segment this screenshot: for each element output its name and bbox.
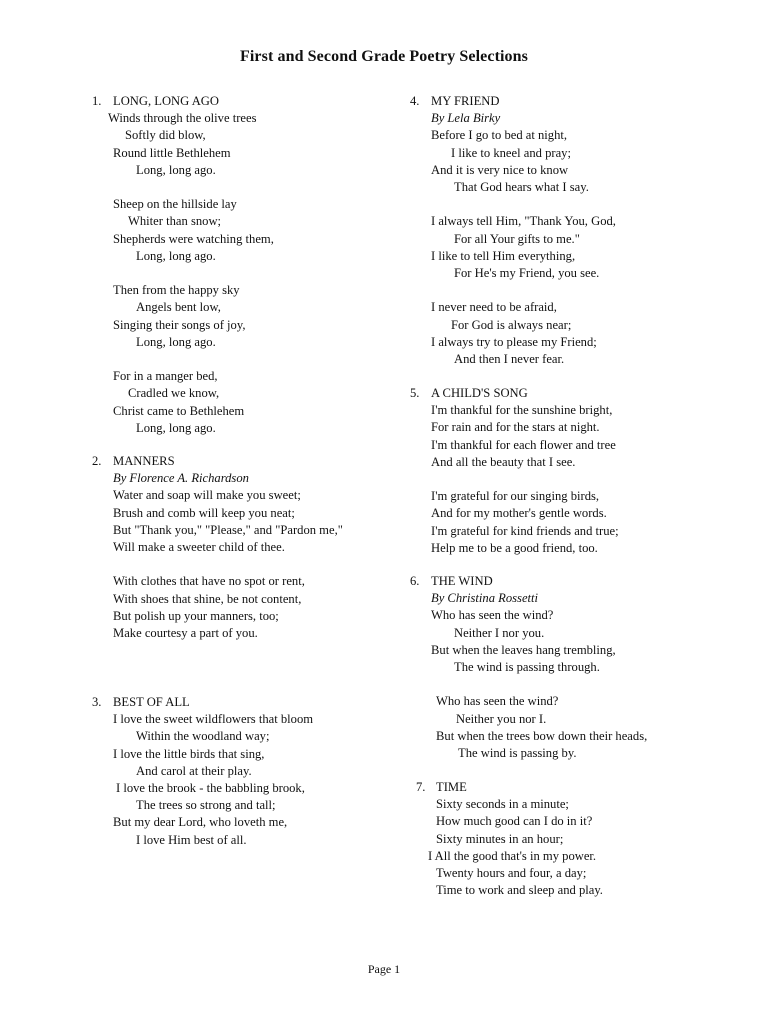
poem-line: Sheep on the hillside lay xyxy=(113,197,237,212)
poem-line: Water and soap will make you sweet; xyxy=(113,488,301,503)
poem-title: MY FRIEND xyxy=(431,94,500,108)
poem-line: Angels bent low, xyxy=(136,300,221,315)
poem-line: I All the good that's in my power. xyxy=(428,848,597,863)
poem-line: I'm grateful for our singing birds, xyxy=(431,489,600,504)
poem-line: Sixty seconds in a minute; xyxy=(436,797,569,812)
poem-line: I always try to please my Friend; xyxy=(431,334,597,349)
poem-line: Time to work and sleep and play. xyxy=(436,883,603,898)
poem-line: But when the leaves hang trembling, xyxy=(431,642,616,657)
poem-number: 4. xyxy=(410,94,420,108)
poem-line: And all the beauty that I see. xyxy=(431,454,576,469)
poem-line: I like to tell Him everything, xyxy=(431,248,576,263)
poem-line: I'm thankful for each flower and tree xyxy=(431,437,616,452)
poem-line: Cradled we know, xyxy=(128,386,220,401)
poem-line: For all Your gifts to me." xyxy=(454,231,580,246)
poem-line: Will make a sweeter child of thee. xyxy=(113,540,285,554)
poem-author: By Lela Birky xyxy=(431,111,501,126)
poem-line: Neither you nor I. xyxy=(456,711,547,726)
poem-line: I like to kneel and pray; xyxy=(451,145,571,160)
poem-title: BEST OF ALL xyxy=(113,695,190,709)
poem-line: I love the little birds that sing, xyxy=(113,746,265,761)
poem-line: Singing their songs of joy, xyxy=(113,317,246,332)
poem-line: Whiter than snow; xyxy=(128,214,222,229)
poem-number: 1. xyxy=(92,94,102,108)
poem-line: Help me to be a good friend, too. xyxy=(431,540,598,555)
poem-line: How much good can I do in it? xyxy=(436,814,593,829)
page-title: First and Second Grade Poetry Selections xyxy=(240,48,528,65)
poem-line: Make courtesy a part of you. xyxy=(113,626,258,640)
poem-line: With clothes that have no spot or rent, xyxy=(113,574,305,589)
poem-line: Long, long ago. xyxy=(136,248,216,263)
poem-line: But "Thank you," "Please," and "Pardon me," xyxy=(113,522,343,537)
poem-line: I love the brook - the babbling brook, xyxy=(116,781,305,795)
poem-line: Brush and comb will keep you neat; xyxy=(113,505,295,520)
poem-line: Long, long ago. xyxy=(136,420,216,435)
poem-number: 2. xyxy=(92,454,102,468)
poem-line: Who has seen the wind? xyxy=(431,608,554,623)
poem-line: Before I go to bed at night, xyxy=(431,128,568,143)
poem-line: Within the woodland way; xyxy=(136,729,270,744)
poem-line: I love the sweet wildflowers that bloom xyxy=(113,712,314,727)
poem-line: For He's my Friend, you see. xyxy=(454,266,600,280)
poem-title: LONG, LONG AGO xyxy=(113,94,219,108)
poem-line: And carol at their play. xyxy=(136,763,252,778)
poem-title: A CHILD'S SONG xyxy=(431,386,528,400)
poem-line: I'm grateful for kind friends and true; xyxy=(431,523,619,538)
poem-line: The wind is passing by. xyxy=(458,746,577,760)
poem-title: THE WIND xyxy=(431,574,493,588)
poem-title: MANNERS xyxy=(113,454,175,468)
poem-number: 7. xyxy=(416,780,426,794)
poem-line: The wind is passing through. xyxy=(454,660,600,674)
poem-line: Neither I nor you. xyxy=(454,625,545,640)
poem-line: Long, long ago. xyxy=(136,162,216,177)
poem-line: Sixty minutes in an hour; xyxy=(436,831,564,846)
poem-line: But my dear Lord, who loveth me, xyxy=(113,815,288,830)
poem-line: For in a manger bed, xyxy=(113,369,218,384)
poem-author: By Christina Rossetti xyxy=(431,591,539,606)
poem-line: That God hears what I say. xyxy=(454,180,589,194)
poem-line: Christ came to Bethlehem xyxy=(113,403,245,418)
poem-title: TIME xyxy=(436,780,467,794)
poem-number: 3. xyxy=(92,695,102,709)
poem-line: But polish up your manners, too; xyxy=(113,608,279,623)
poem-line: I love Him best of all. xyxy=(136,832,247,847)
page-number: Page 1 xyxy=(367,962,401,976)
poem-line: Long, long ago. xyxy=(136,334,216,349)
poem-line: And it is very nice to know xyxy=(431,162,569,177)
poem-number: 6. xyxy=(410,574,420,588)
poem-line: I always tell Him, "Thank You, God, xyxy=(431,214,616,229)
poem-line: I'm thankful for the sunshine bright, xyxy=(431,403,613,418)
poem-line: Shepherds were watching them, xyxy=(113,231,274,246)
poem-line: Twenty hours and four, a day; xyxy=(436,866,587,880)
poem-line: For rain and for the stars at night. xyxy=(431,420,600,435)
poem-line: Who has seen the wind? xyxy=(436,694,559,709)
poem-line: Round little Bethlehem xyxy=(113,145,231,160)
poem-line: With shoes that shine, be not content, xyxy=(113,591,302,606)
poem-number: 5. xyxy=(410,386,420,400)
poem-author: By Florence A. Richardson xyxy=(113,471,249,486)
poem-line: And for my mother's gentle words. xyxy=(431,506,607,521)
poem-line: Softly did blow, xyxy=(125,128,206,143)
poem-line: But when the trees bow down their heads, xyxy=(436,728,648,743)
poem-line: The trees so strong and tall; xyxy=(136,798,276,813)
poem-line: Winds through the olive trees xyxy=(108,111,257,126)
poem-line: And then I never fear. xyxy=(454,352,565,366)
poem-line: Then from the happy sky xyxy=(113,283,240,298)
poem-line: For God is always near; xyxy=(451,317,572,332)
poem-line: I never need to be afraid, xyxy=(431,300,557,315)
